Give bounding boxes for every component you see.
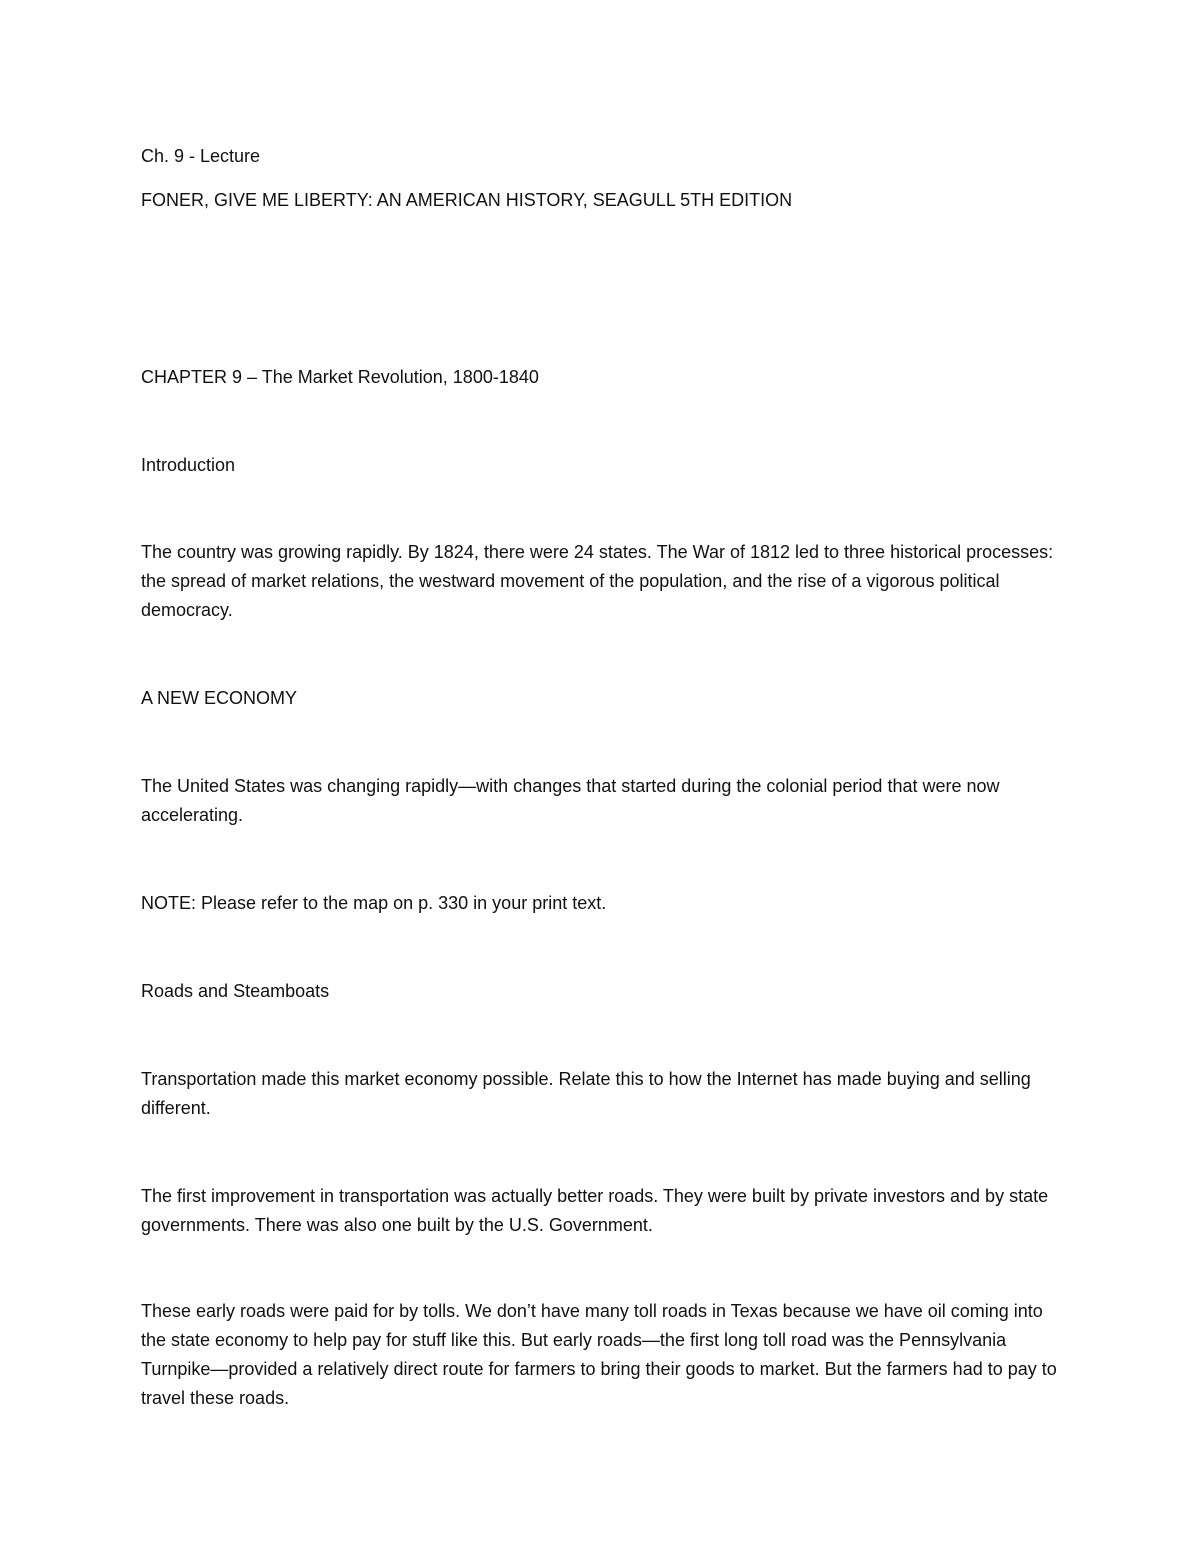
section-heading-introduction: Introduction (141, 455, 236, 475)
roads-paragraph-1: Transportation made this market economy possible. Relate this to how the Internet has made buying and selling different. (141, 1069, 1031, 1118)
economy-paragraph: The United States was changing rapidly—with changes that started during the colonial period that were now accelerating. (141, 776, 1000, 825)
roads-paragraph-3: These early roads were paid for by tolls. We don’t have many toll roads in Texas because we have oil coming into the state economy to help pay for stuff like this. But early roads—the first long toll road was the Pennsylvania Turnpike—provided a relatively direct route for farmers to bring their goods to market. But the farmers had to pay to travel these roads. (141, 1301, 1057, 1408)
chapter-title: CHAPTER 9 – The Market Revolution, 1800-1840 (141, 367, 539, 387)
book-title: FONER, GIVE ME LIBERTY: AN AMERICAN HISTORY, SEAGULL 5TH EDITION (141, 190, 793, 210)
lecture-label: Ch. 9 - Lecture (141, 146, 261, 166)
section-heading-roads-steamboats: Roads and Steamboats (141, 981, 330, 1001)
intro-paragraph: The country was growing rapidly. By 1824, there were 24 states. The War of 1812 led to three historical processes: the spread of market relations, the westward movement of the population, and the rise of a vigorous political democracy. (141, 542, 1054, 620)
note-paragraph: NOTE: Please refer to the map on p. 330 in your print text. (141, 893, 607, 913)
section-heading-new-economy: A NEW ECONOMY (141, 688, 298, 708)
roads-paragraph-2: The first improvement in transportation was actually better roads. They were built by private investors and by state governments. There was also one built by the U.S. Government. (141, 1186, 1049, 1235)
